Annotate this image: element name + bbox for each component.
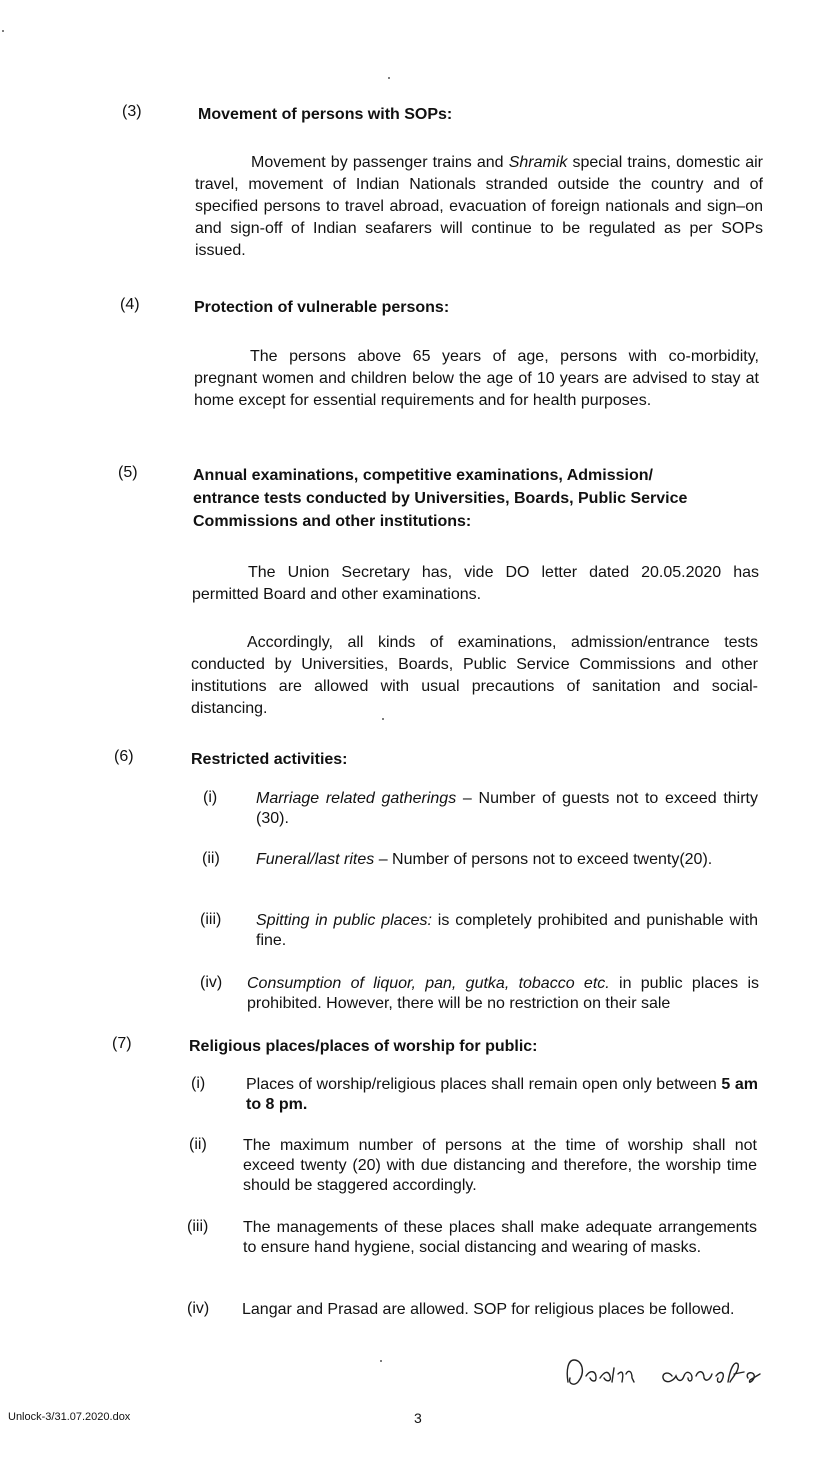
section-heading: Religious places/places of worship for public:: [189, 1038, 538, 1055]
section-heading: Restricted activities:: [191, 751, 348, 768]
list-item: Langar and Prasad are allowed. SOP for religious places be followed.: [242, 1301, 735, 1318]
list-item: [256, 789, 758, 829]
handwritten-signature: [560, 1348, 810, 1396]
section-paragraph: Accordingly, all kinds of examinations, admission/entrance tests conducted by Universities, Boards, Public Service Commissions and other institutions are allowed with usual precautions of sanitation and social-distancing.: [191, 634, 758, 717]
section-heading: Protection of vulnerable persons:: [194, 299, 450, 316]
item-italic-text: Spitting in public places:: [256, 912, 432, 929]
list-item: [246, 1075, 758, 1115]
section-number: (3): [122, 103, 142, 120]
list-item: The maximum number of persons at the time of worship shall not exceed twenty (20) with due distancing and therefore, the worship time should be staggered accordingly.: [243, 1137, 757, 1194]
section-paragraph: The persons above 65 years of age, persons with co-morbidity, pregnant women and children below the age of 10 years are advised to stay at home except for essential requirements and for health purposes.: [194, 348, 759, 409]
section-paragraph: [195, 152, 763, 262]
section-heading: Movement of persons with SOPs:: [198, 106, 453, 123]
section-paragraph: The Union Secretary has, vide DO letter dated 20.05.2020 has permitted Board and other examinations.: [192, 564, 759, 603]
item-number: (iv): [200, 974, 223, 991]
item-number: (iii): [187, 1218, 209, 1235]
item-text: – Number of guests not to exceed thirty (30).: [256, 790, 759, 827]
item-number: (ii): [189, 1136, 207, 1153]
list-item: [247, 974, 759, 1014]
section-number: (5): [118, 464, 138, 481]
item-number: (i): [191, 1075, 206, 1092]
paragraph-text: special trains, domestic air travel, movement of Indian Nationals stranded outside the country and of specified persons to travel abroad, evacuation of foreign nationals and sign–on and sign-off of Indian seafarers will continue to be regulated as per SOPs issued.: [195, 154, 763, 259]
item-text: – Number of persons not to exceed twenty(20).: [374, 851, 713, 868]
section-heading: Annual examinations, competitive examinations, Admission/ entrance tests conducted by Universities, Boards, Public Service Commissions and other institutions:: [193, 467, 688, 530]
item-text: in public places is prohibited. However, there will be no restriction on their sale: [247, 975, 760, 1012]
scan-speck: [2, 30, 4, 32]
section-number: (6): [114, 748, 134, 765]
section-number: (4): [120, 296, 140, 313]
list-item: [256, 911, 758, 951]
item-bold-text: 5 am to 8 pm.: [246, 1076, 758, 1113]
scan-speck: [382, 718, 384, 720]
item-text: Places of worship/religious places shall remain open only between: [246, 1076, 722, 1093]
section-number: (7): [112, 1035, 132, 1052]
item-italic-text: Marriage related gatherings: [256, 790, 457, 807]
scan-speck: [388, 77, 390, 79]
paragraph-text: Movement by passenger trains and: [251, 154, 509, 171]
item-number: (ii): [202, 850, 220, 867]
item-text: is completely prohibited and punishable with fine.: [256, 912, 759, 949]
list-item: [256, 850, 758, 870]
paragraph-italic-text: Shramik: [508, 154, 568, 171]
item-italic-text: Consumption of liquor, pan, gutka, tobacco etc.: [247, 975, 610, 992]
list-item: The managements of these places shall make adequate arrangements to ensure hand hygiene, social distancing and wearing of masks.: [243, 1219, 757, 1256]
item-number: (iv): [187, 1300, 210, 1317]
page-number: 3: [414, 1410, 422, 1426]
item-number: (i): [203, 789, 218, 806]
item-number: (iii): [200, 911, 222, 928]
scan-speck: [380, 1360, 382, 1362]
item-italic-text: Funeral/last rites: [256, 851, 375, 868]
footer-filename: Unlock-3/31.07.2020.dox: [8, 1411, 131, 1423]
